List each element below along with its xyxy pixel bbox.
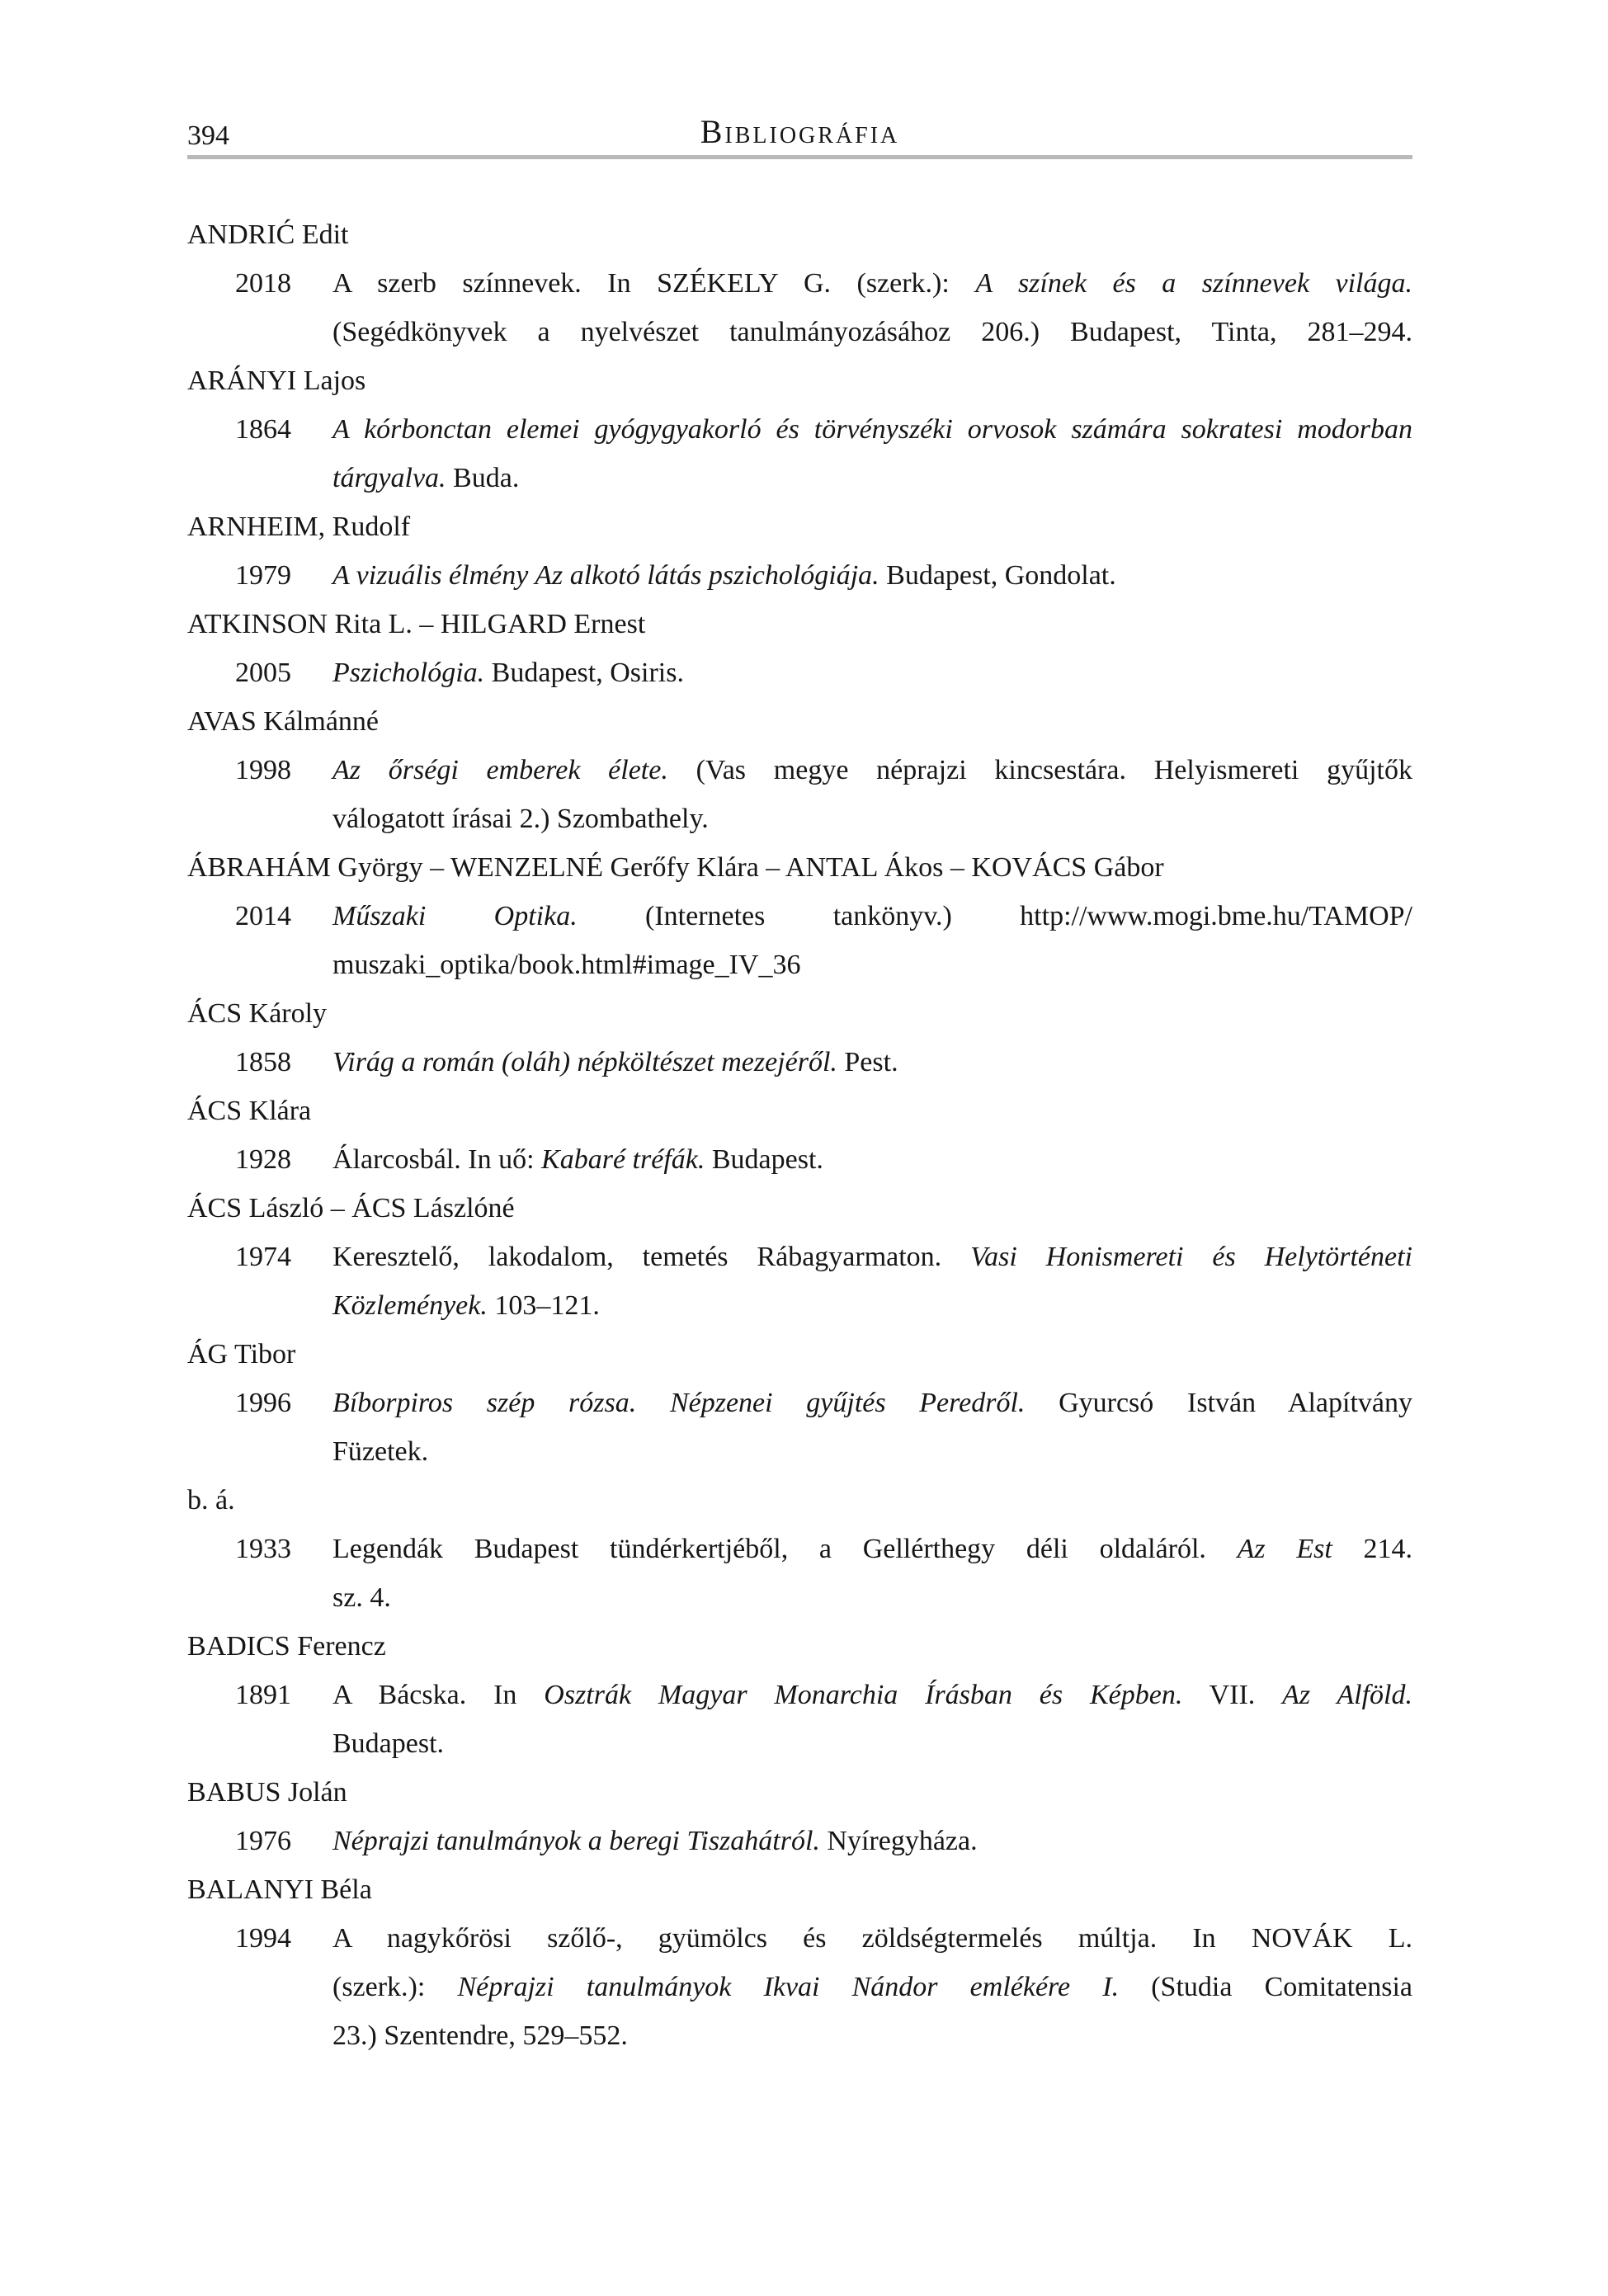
title-italic-segment: Osztrák Magyar Monarchia Írásban és Képben.	[544, 1680, 1183, 1710]
entry-text-line	[332, 1525, 1412, 1573]
entry-text-line	[332, 1671, 1412, 1719]
entry-item	[187, 1135, 1412, 1184]
bibliography-entry	[187, 843, 1412, 989]
text-segment: A nagykőrösi szőlő-, gyümölcs és zöldségtermelés múltja. In NOVÁK L.	[332, 1923, 1412, 1954]
title-italic-segment: A kórbonctan elemei gyógygyakorló és törvényszéki orvosok számára sokratesi modorban	[332, 414, 1412, 445]
author-line: ÁG Tibor	[187, 1339, 296, 1370]
text-segment: A szerb színnevek. In SZÉKELY G. (szerk.):	[332, 268, 976, 299]
entry-text-line	[332, 746, 1412, 794]
year-label: 1891	[235, 1680, 291, 1710]
entry-item	[187, 1817, 1412, 1865]
entry-text-line	[332, 1914, 1412, 1963]
text-segment: Budapest, Gondolat.	[879, 560, 1116, 591]
entry-text-line	[332, 1963, 1412, 2011]
bibliography-entry	[187, 1476, 1412, 1622]
author-line: ARÁNYI Lajos	[187, 365, 366, 396]
year-label: 2018	[235, 268, 291, 299]
bibliography-entry	[187, 1622, 1412, 1768]
entry-text-line	[332, 1719, 1412, 1768]
page-number: 394	[187, 120, 229, 151]
author-line: ÁCS Klára	[187, 1096, 312, 1126]
year-label: 1974	[235, 1242, 291, 1272]
author-line: ANDRIĆ Edit	[187, 219, 349, 250]
year-label: 1998	[235, 755, 291, 785]
text-segment: Budapest, Osiris.	[484, 658, 684, 688]
entry-text-line	[332, 794, 1412, 843]
entry-item	[187, 746, 1412, 843]
title-italic-segment: Az Alföld.	[1282, 1680, 1412, 1710]
title-italic-segment: Néprajzi tanulmányok a beregi Tiszahátról.	[332, 1826, 820, 1856]
text-segment: Legendák Budapest tündérkertjéből, a Gellérthegy déli oldaláról.	[332, 1534, 1238, 1564]
author-line: BABUS Jolán	[187, 1777, 347, 1808]
bibliography-list	[187, 210, 1412, 2060]
entry-text-line	[332, 1817, 1412, 1865]
author-line: BALANYI Béla	[187, 1874, 372, 1905]
entry-item	[187, 259, 1412, 356]
page-header-title: Bibliográfia	[700, 113, 900, 150]
entry-item	[187, 1914, 1412, 2060]
entry-text-line	[332, 941, 1412, 989]
author-line: BADICS Ferencz	[187, 1631, 386, 1662]
entry-text-line	[332, 1233, 1412, 1281]
bibliography-entry	[187, 502, 1412, 600]
title-italic-segment: Pszichológia.	[332, 658, 485, 688]
text-segment: Budapest.	[332, 1728, 445, 1759]
entry-text-line	[332, 1135, 1412, 1184]
bibliography-entry	[187, 210, 1412, 356]
author-line: ARNHEIM, Rudolf	[187, 512, 411, 542]
entry-item	[187, 892, 1412, 989]
text-segment: Álarcosbál. In uő:	[332, 1144, 542, 1175]
entry-text-line	[332, 892, 1412, 941]
year-label: 1994	[235, 1923, 291, 1954]
text-segment: (szerk.):	[332, 1972, 458, 2002]
text-segment: Füzetek.	[332, 1436, 429, 1467]
entry-text-line	[332, 1281, 1412, 1330]
entry-text-line	[332, 1573, 1412, 1622]
entry-text-line	[332, 259, 1412, 308]
bibliography-entry	[187, 1768, 1412, 1865]
header-divider-rule	[187, 155, 1412, 159]
title-italic-segment: Virág a román (oláh) népköltészet mezejéről.	[332, 1047, 837, 1077]
bibliography-entry	[187, 1087, 1412, 1184]
title-italic-segment: Kabaré tréfák.	[541, 1144, 705, 1175]
entry-text-line	[332, 454, 1412, 502]
year-label: 1928	[235, 1144, 291, 1175]
entry-text-line	[332, 405, 1412, 454]
text-segment: VII.	[1182, 1680, 1283, 1710]
title-italic-segment: Néprajzi tanulmányok Ikvai Nándor emlékére I.	[457, 1972, 1120, 2002]
page-header	[187, 111, 1412, 153]
entry-text-line	[332, 1427, 1412, 1476]
text-segment: 214.	[1332, 1534, 1413, 1564]
year-label: 1858	[235, 1047, 291, 1077]
entry-item	[187, 1671, 1412, 1768]
entry-text-line	[332, 1379, 1412, 1427]
author-line: ÁCS Károly	[187, 998, 328, 1029]
title-italic-segment: Műszaki Optika.	[332, 901, 578, 931]
text-segment: (Studia Comitatensia	[1119, 1972, 1412, 2002]
bibliography-entry	[187, 1865, 1412, 2060]
entry-text-line	[332, 2011, 1412, 2060]
bibliography-entry	[187, 600, 1412, 697]
entry-item	[187, 648, 1412, 697]
year-label: 1996	[235, 1388, 291, 1418]
title-italic-segment: Bíborpiros szép rózsa. Népzenei gyűjtés Peredről.	[332, 1388, 1026, 1418]
author-line: ATKINSON Rita L. – HILGARD Ernest	[187, 609, 646, 639]
author-line: AVAS Kálmánné	[187, 706, 380, 737]
text-segment: Gyurcsó István Alapítvány	[1025, 1388, 1412, 1418]
title-italic-segment: A színek és a színnevek világa.	[975, 268, 1412, 299]
entry-text-line	[332, 1038, 1412, 1087]
text-segment: válogatott írásai 2.) Szombathely.	[332, 804, 709, 834]
year-label: 2005	[235, 658, 291, 688]
title-italic-segment: Az Est	[1237, 1534, 1332, 1564]
author-line: ÁBRAHÁM György – WENZELNÉ Gerőfy Klára – ANTAL Ákos – KOVÁCS Gábor	[187, 852, 1164, 883]
year-label: 1933	[235, 1534, 291, 1564]
bibliography-entry	[187, 356, 1412, 502]
text-segment: muszaki_optika/book.html#image_IV_36	[332, 950, 801, 980]
year-label: 2014	[235, 901, 291, 931]
entry-item	[187, 405, 1412, 502]
title-italic-segment: Az őrségi emberek élete.	[332, 755, 668, 785]
bibliography-entry	[187, 1184, 1412, 1330]
author-line: b. á.	[187, 1485, 235, 1516]
entry-item	[187, 1233, 1412, 1330]
text-segment: Nyíregyháza.	[819, 1826, 978, 1856]
text-segment: 103–121.	[487, 1290, 600, 1321]
text-segment: Pest.	[837, 1047, 898, 1077]
title-italic-segment: Közlemények.	[332, 1290, 488, 1321]
text-segment: A Bácska. In	[332, 1680, 545, 1710]
year-label: 1864	[235, 414, 291, 445]
title-italic-segment: tárgyalva.	[332, 463, 446, 493]
bibliography-entry	[187, 697, 1412, 843]
entry-item	[187, 1038, 1412, 1087]
text-segment: (Segédkönyvek a nyelvészet tanulmányozásához 206.) Budapest, Tinta, 281–294.	[332, 317, 1412, 347]
year-label: 1976	[235, 1826, 291, 1856]
text-segment: sz. 4.	[332, 1582, 391, 1613]
text-segment: Keresztelő, lakodalom, temetés Rábagyarmaton.	[332, 1242, 971, 1272]
text-segment: Buda.	[446, 463, 520, 493]
title-italic-segment: Vasi Honismereti és Helytörténeti	[970, 1242, 1413, 1272]
year-label: 1979	[235, 560, 291, 591]
text-segment: (Internetes tankönyv.) http://www.mogi.bme.hu/TAMOP/	[577, 901, 1412, 931]
entry-item	[187, 1379, 1412, 1476]
entry-text-line	[332, 308, 1412, 356]
text-segment: (Vas megye néprajzi kincsestára. Helyismereti gyűjtők	[667, 755, 1412, 785]
author-line: ÁCS László – ÁCS Lászlóné	[187, 1193, 515, 1223]
title-italic-segment: A vizuális élmény Az alkotó látás pszichológiája.	[332, 560, 879, 591]
bibliography-entry	[187, 989, 1412, 1087]
bibliography-entry	[187, 1330, 1412, 1476]
entry-item	[187, 551, 1412, 600]
entry-item	[187, 1525, 1412, 1622]
entry-text-line	[332, 551, 1412, 600]
entry-text-line	[332, 648, 1412, 697]
text-segment: 23.) Szentendre, 529–552.	[332, 2020, 628, 2051]
text-segment: Budapest.	[705, 1144, 823, 1175]
